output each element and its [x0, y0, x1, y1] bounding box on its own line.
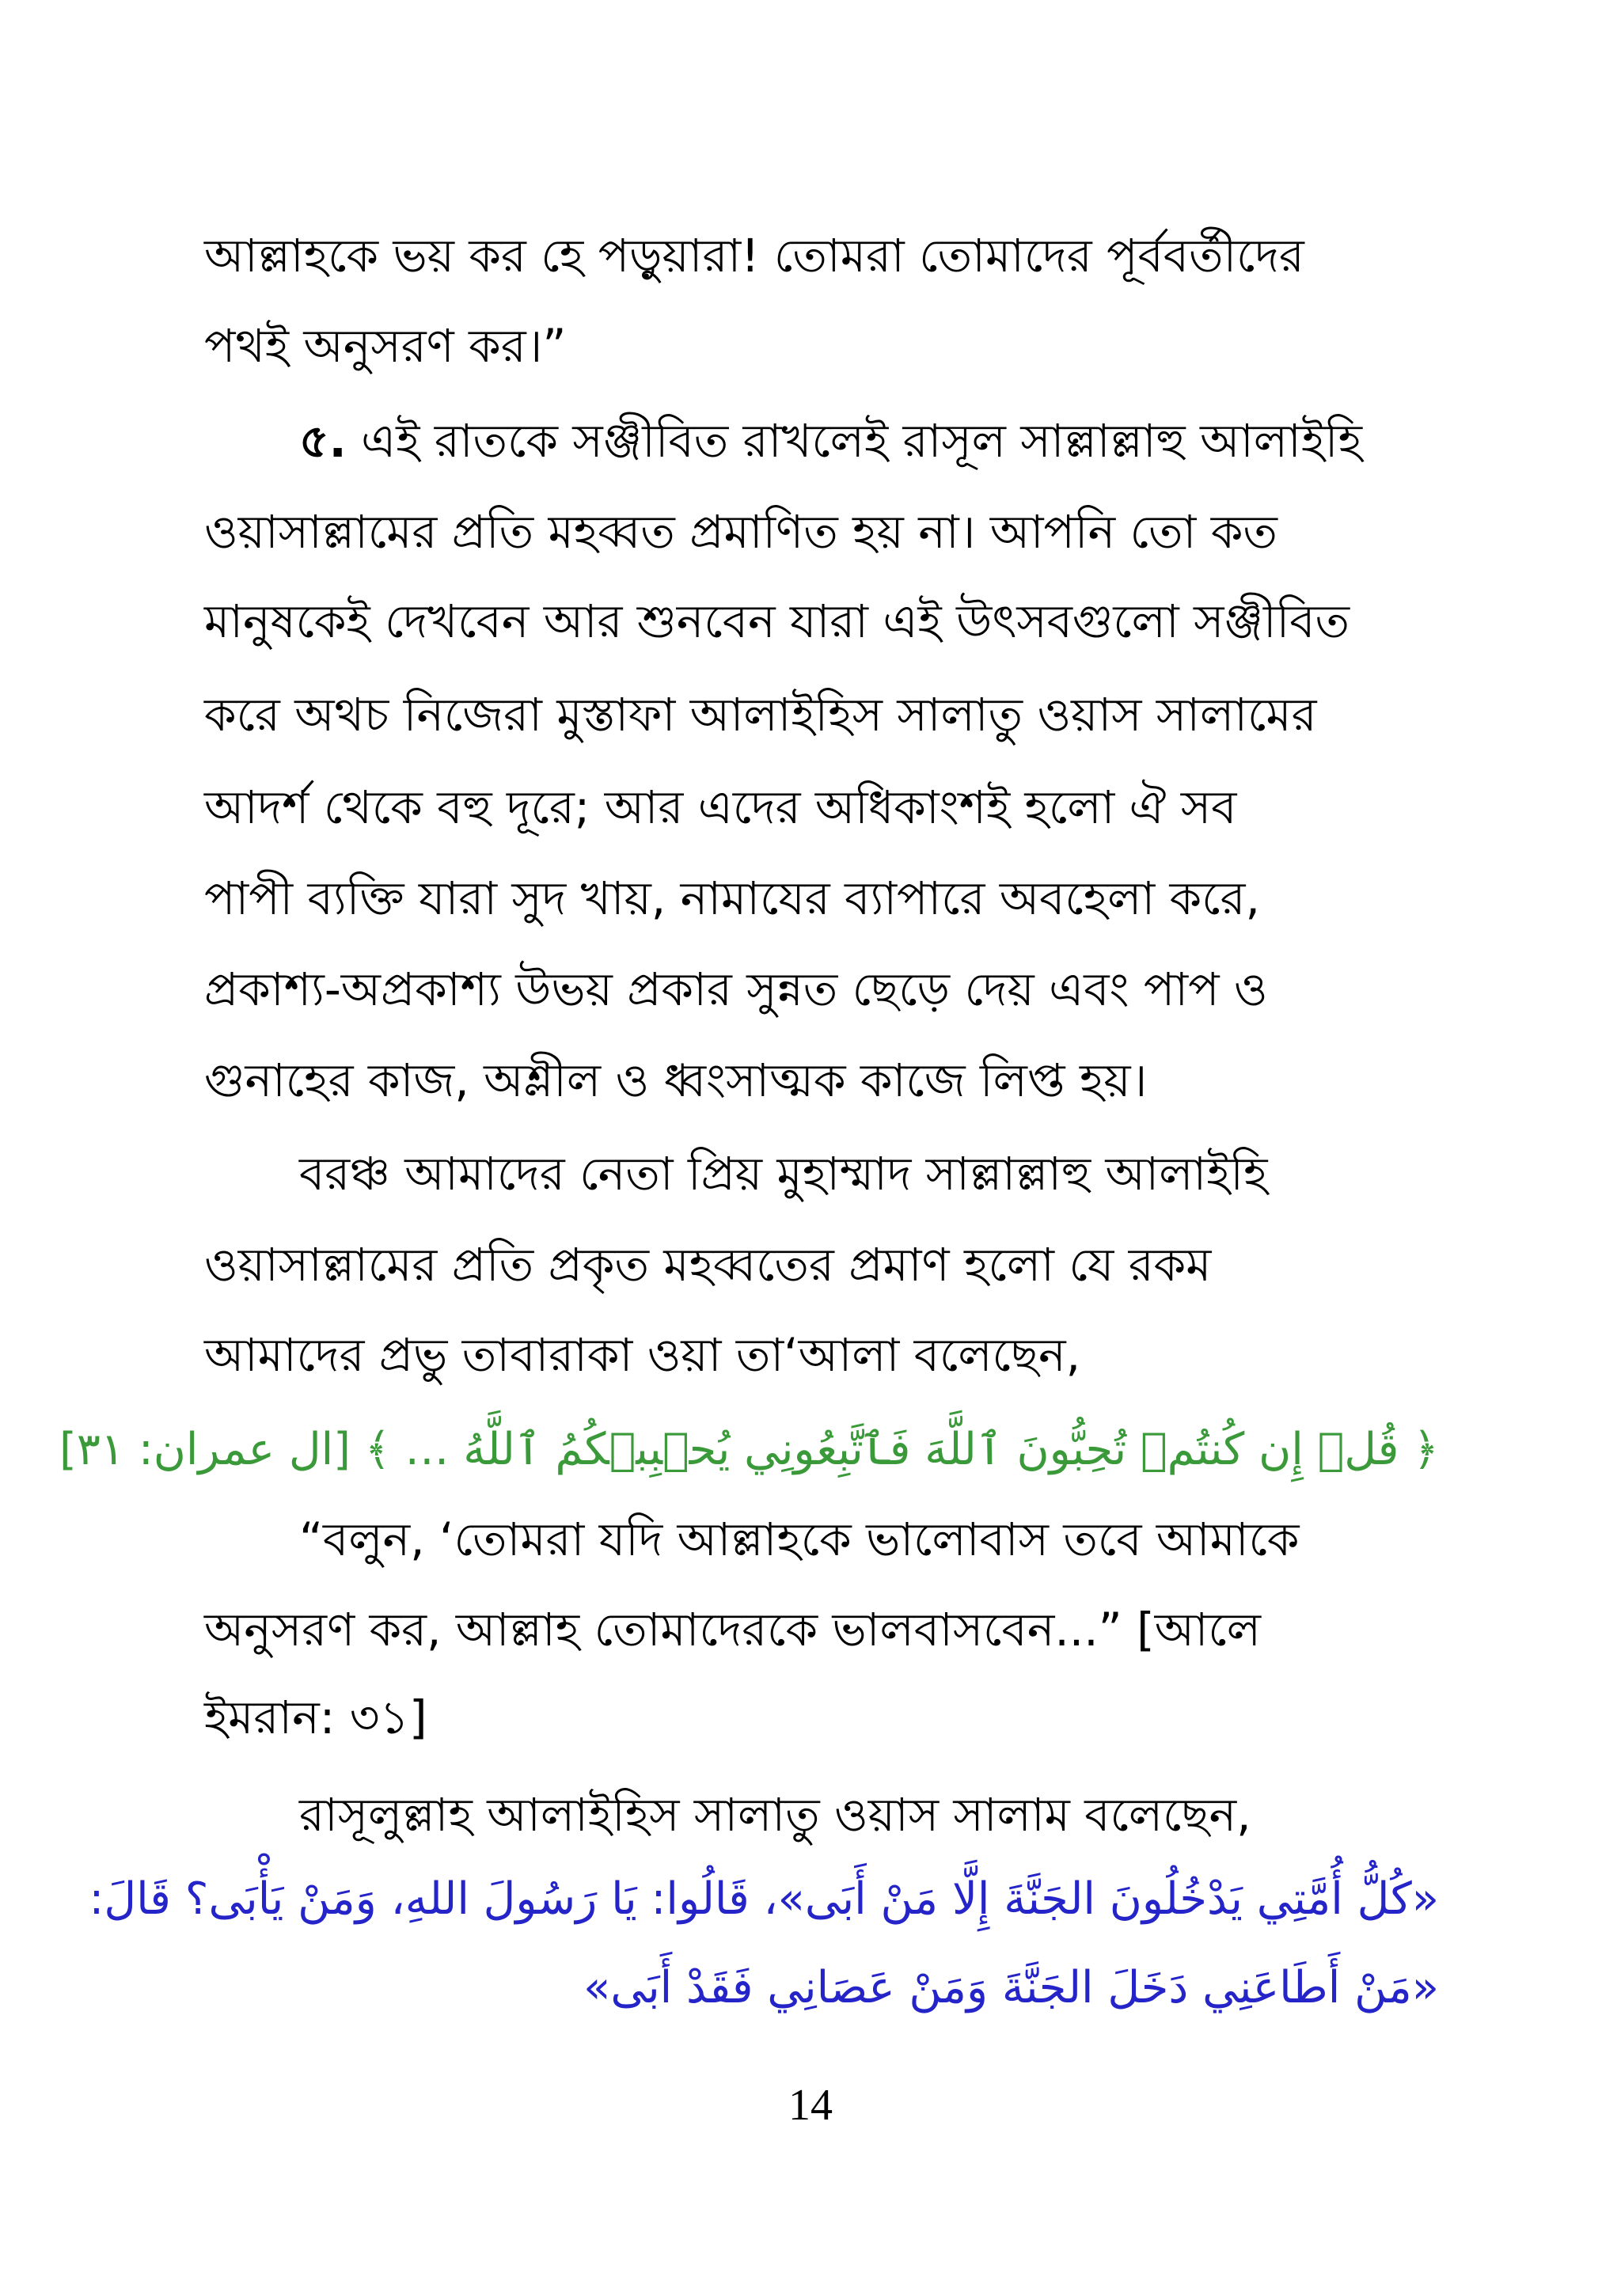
text-line: আদর্শ থেকে বহু দূরে; আর এদের অধিকাংশই হলো ঐ সব [204, 780, 1237, 834]
text-line: প্রকাশ্য-অপ্রকাশ্য উভয় প্রকার সুন্নত ছেড়ে দেয় এবং পাপ ও [204, 962, 1268, 1016]
text-line: ওয়াসাল্লামের প্রতি মহব্বত প্রমাণিত হয় না। আপনি তো কত [204, 505, 1277, 559]
point-5-first-line [299, 397, 1439, 484]
text-line: ওয়াসাল্লামের প্রতি প্রকৃত মহব্বতের প্রমাণ হলো যে রকম [204, 1238, 1212, 1292]
point-number: ৫. [299, 414, 347, 468]
text-line: মানুষকেই দেখবেন আর শুনবেন যারা এই উৎসবগুলো সঞ্জীবিত [204, 594, 1350, 648]
text-line: গুনাহের কাজ, অশ্লীল ও ধ্বংসাত্মক কাজে লিপ্ত হয়। [204, 1053, 1148, 1107]
text-line: অনুসরণ কর, আল্লাহ তোমাদেরকে ভালবাসবেন...” [আলে [204, 1603, 1261, 1657]
text-line: আল্লাহকে ভয় কর হে পড়ুয়ারা! তোমরা তোমাদের পূর্ববর্তীদের [204, 229, 1304, 283]
hadith-arabic-line: «مَنْ أَطَاعَنِي دَخَلَ الجَنَّةَ وَمَنْ عَصَانِي فَقَدْ أَبَى» [583, 1962, 1439, 2013]
page-number: 14 [788, 2081, 833, 2130]
hadith-arabic-line: «كُلُّ أُمَّتِي يَدْخُلُونَ الجَنَّةَ إِلَّا مَنْ أَبَى»، قَالُوا: يَا رَسُولَ اللهِ، وَمَنْ يَأْبَى؟ قَالَ: [89, 1873, 1439, 1925]
text-line: করে অথচ নিজেরা মুস্তাফা আলাইহিস সালাতু ওয়াস সালামের [204, 688, 1317, 742]
text-line: রাসূলুল্লাহ আলাইহিস সালাতু ওয়াস সালাম বলেছেন, [299, 1788, 1251, 1842]
text-line: আমাদের প্রভু তাবারাকা ওয়া তা‘আলা বলেছেন, [204, 1328, 1081, 1382]
text-line: পথই অনুসরণ কর।” [204, 319, 567, 373]
text-line: বরঞ্চ আমাদের নেতা প্রিয় মুহাম্মাদ সাল্লাল্লাহু আলাইহি [299, 1147, 1268, 1201]
text-line: পাপী ব্যক্তি যারা সুদ খায়, নামাযের ব্যাপারে অবহেলা করে, [204, 871, 1260, 925]
text-line: ইমরান: ৩১] [204, 1691, 427, 1744]
text-line: “বলুন, ‘তোমরা যদি আল্লাহকে ভালোবাস তবে আমাকে [299, 1512, 1300, 1566]
text-span: এই রাতকে সঞ্জীবিত রাখলেই রাসূল সাল্লাল্লাহু আলাইহি [346, 414, 1362, 468]
quran-verse: ﴿ قُلۡ إِن كُنتُمۡ تُحِبُّونَ ٱللَّهَ فَٱتَّبِعُونِي يُحۡبِبۡكُمُ ٱللَّهُ … ﴾ [ال عمران: ٣١] [59, 1424, 1439, 1475]
